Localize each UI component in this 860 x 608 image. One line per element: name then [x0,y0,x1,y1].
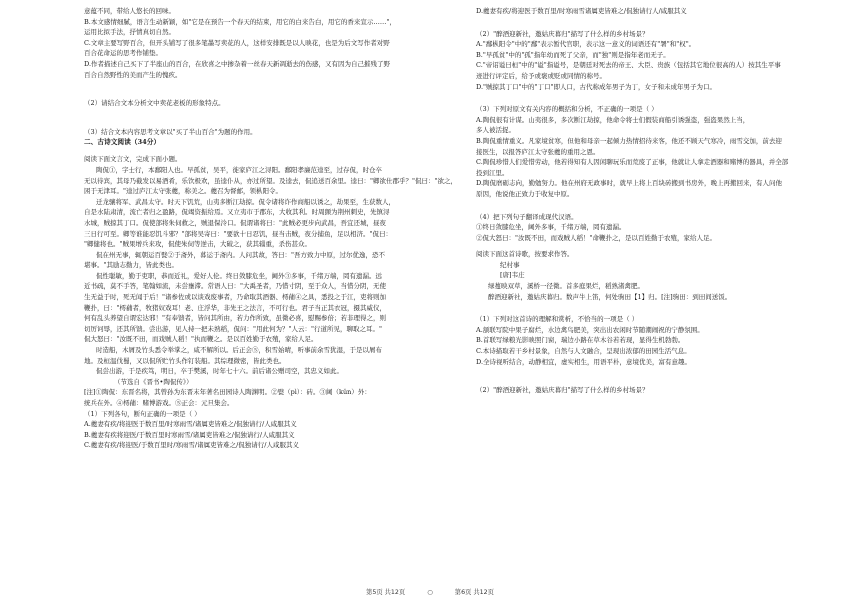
passage-line: 切厉诃辱，还其所馈。尝出游，见人持一把未熟稻，侃问："用此何为？"人云："行道所见，聊取之耳。" [84,324,382,333]
passage-line: 侃性聪敏，勤于吏职，恭而近礼，爱好人伦。终日敛膝危坐，阃外③多事，千绪万端，罔有遗漏。远 [96,271,382,280]
question-2-right: （2）"醉酒迎新社，邀姑庆暮归"描写了什么样的乡村场景？ [476,29,649,38]
passage-line: 地。及桓温伐蜀，又以侃所贮竹头作钉装船。其综理微密，皆此类也。 [84,356,286,365]
poem-body [476,281,816,302]
option-line: A.陶侃很有计谋。山夷很多，多次断江劫掠，他命令将士们假装商船引诱强盗，强盗果然上当， [476,115,750,124]
passage-source: （节选自《晋书•陶侃传》） [114,377,193,386]
option-line: C.陶侃珍惜人们爱惜劳动，他若得知有人因闲聊玩乐而荒废了正事，他就让人拿走酒器和赌博的器具，并全部 [476,158,789,167]
option-line: C.本诗描取若干乡村景象，自然与人文融合，呈现出浓郁的田园生活气息。 [476,347,691,356]
question-1: （1）下列各句，断句正确的一项是（ ） [84,409,201,418]
option-line: 原因，他说他正致力于收复中原。 [476,189,574,198]
question-2-options [476,39,816,92]
poem-question-2: （2）"醉酒迎新社，邀姑庆暮归"描写了什么样的乡村场景？ [476,386,649,395]
question-4-items [476,222,816,243]
text-line: 百合自然野性的美而产生的愧疚。 [84,70,182,79]
passage-line: 时造船，木屑及竹头悉令举掌之，咸不解所以。后正会⑤，积雪始晴，听事前余雪犹湿，于是以屑布 [96,346,382,355]
text-line: 运用比拟手法，抒情真切自然。 [84,28,175,37]
poem-intro: 阅读下面这首诗歌，按要求作答。 [476,250,574,259]
passage-line: 无以待宾，其母乃截发以易酒肴，乐饮极欢，虽逵仆从，亦过所望。及逵去，侃追送百余里。逵曰："卿欲仕郡乎？"侃曰："欲之， [84,176,457,185]
passage-line: 自是水陆肃清，流亡者归之盈路，侃竭资振给焉。又立夷市于郡东，大收其利。时周顗为荆州刺史，先镇浔 [84,208,390,217]
page-footer [0,587,860,596]
passage-line: 水城，贼掠其丁口。侃使部将朱伺救之，贼退保泠口。侃谓诸将曰："此贼必更步向武昌，吾宜还城，昼夜 [84,218,386,227]
passage-notes [84,387,404,408]
option-line: D.全诗视听结合，动静相宜，虚实相生，用语平朴，意境优美，富有意趣。 [476,357,692,366]
option-line: B.陶侃重情重义。凡家境贫寒，但他和母亲一起倾力热情招待来客，他还不顾天气寒冷，雨雪交加，前去迎 [476,136,782,145]
note-line: [注]①陶侃：东晋名将，其曾孙为东晋末年著名田园诗人陶渊明。②甓（pì）：砖。③阃（kǔn）外： [84,388,371,397]
page-separator: ○ [427,589,433,596]
option-line: D."贼掠其丁口"中的"丁口"即人口，古代称成年男子为丁，女子和未成年男子为口。 [476,82,717,91]
poem-line: 醉酒迎新社，邀姑庆暮归。数声牛上笛，何处驹田【1】归。[注]驹田：到田间送饭。 [488,292,732,301]
passage-line: 近书疏，莫不手答，笔翰如流，未尝壅滞。常语人曰："大禹圣者，乃惜寸阴，至于众人，当惜分阴，无使 [84,282,386,291]
poem-author: [唐]韦庄 [500,271,525,280]
passage-line: 何有乱头养望自谓宏达邪！"有奉馈者，皆问其所由，若力作所致，虽微必喜，慰赐参倍；若非理得之，则 [84,314,386,323]
option-line: A.夔妻有疾/将迎医于数百里/时寒雨雪/诸属吏皆难之/侃独请行/人咸服其义 [84,420,297,429]
option-line: 投到江里。 [476,168,509,177]
passage-line: 鞭扑，曰："樗蒱者，牧猪奴戏耳！老、庄浮华，非先王之法言，不可行也。君子当正其衣冠，摄其威仪， [84,303,386,312]
option-line: 多人被活捉。 [476,126,515,135]
option-line: A.颔联写院中果子腐烂，水边禽鸟肥美，突出出农闲时节随潮闹祝的宁静氛围。 [476,325,704,334]
note-line: 统兵在外。④樗蒱：赌博游戏。⑤正会：元旦集会。 [84,399,234,407]
question-1-options [84,419,404,451]
question-3-right: （3）下列对原文有关内容的概括和分析，不正确的一项是（ ） [476,105,658,114]
left-page-number: 第5页 共12页 [366,589,406,596]
option-line: A."鄱枞阳令"中的"鄱"表示暂代官职，表示这一意义的词语还有"署"和"权"。 [476,40,696,49]
passage-line: 陶侃①，字士行，本鄱阳人也。早孤贫，吴平，徙家庐江之浔阳。鄱阳孝廉范逵至，过存侃，时仓卒 [96,165,382,174]
translation-item: ①终日敛膝危坐，阃外多事，千绪万端，罔有遗漏。 [476,223,626,232]
passage-line: 侃大怒曰："汝既不田，而戏贼人稻！"执而鞭之。是以百姓勤于农殖，家给人足。 [84,335,318,344]
passage-line: 三日行可至。卿等谁能忍饥斗邪？"部将吴寄曰："要欲十日忍饥，昼当击贼，夜分捕鱼，足以相济。"侃曰： [84,229,392,238]
text-line: 百合花命运的思考作铺垫。 [84,49,162,58]
answer-options-block [84,6,404,80]
option-d: D.夔妻有疾/将迎医于数百里/时寒雨雪诸属吏皆难之/侃独请行人/咸服其义 [476,7,687,15]
option-line: D.陶侃磨砺志向，勤勉努力。他在州府无政事时，就早上将上百块砖搬到书房外，晚上再搬回来，有人问他 [476,179,783,188]
passage-line: 生无益于时，死无闻于后！"诸参佐或以谈戏废事者，乃命取其酒器、樗蒱④之具，悉投之于江，吏将则加 [84,293,386,302]
poem-question-1: （1）下列对这首诗的理解和赏析，不恰当的一项是（ ） [476,315,639,324]
passage-line: 堪事。"其励志勤力，皆此类也。 [84,261,178,270]
right-page-number: 第6页 共12页 [454,589,494,596]
text-line: C.文章主要写野百合，但开头铺写了很多笔墨写卖花的人，这样安排既是以人映花，也是为后文写作者对野 [84,38,390,47]
text-line: 意蕴不同，带给人悠长的回味。 [84,7,175,15]
option-line: B."早孤贫"中的"孤"指年幼而死了父亲，而"独"则是指年老而无子。 [476,50,670,59]
option-line: 接医生，以报答庐江太守张夔的重用之恩。 [476,147,600,156]
passage-intro: 阅读下面文言文，完成下面小题。 [84,155,182,164]
passage-line: "卿健将也。"贼果增兵来攻，侃使朱伺等逆击，大破之，获其辎重，杀伤甚众。 [84,240,311,249]
text-line: D.作者描述自己买下了半座山的百合，在欣喜之中掺杂着一丝春天新凋逝去的伤感，又有因为自己摧残了野 [84,59,391,68]
passage-line: 迁龙骧将军、武昌太守。时天下饥荒，山夷多断江劫掠。侃令诸将诈作商船以诱之，劫果至，生获数人， [96,197,395,206]
question-2: （2）请结合文本分析文中卖花老板的形象特点。 [84,99,225,108]
question-3-options [476,115,816,200]
passage-line: 侃在州无事，辄朝运百甓②于斋外，暮运于斋内。人问其故，答曰："吾方致力中原，过尔优逸，恐不 [96,250,385,259]
poem-title: 纪村事 [500,260,520,269]
poem-line: 绿蔓映双草，溪桥一径微。首多庭果烂，稻熟渚禽肥。 [488,282,644,291]
option-line: B.首联写绿粮光影映照门窗，瑞边小路在草木谷若若现，显得生机勃勃。 [476,336,685,345]
question-3: （3）结合文本内容思考文章以"买了半山百合"为题的作用。 [84,127,257,136]
text-line: B.本文感情细腻，语言生动新颖，如"它是在预告一个春天的结束，用它的白来告白，用它的香来宣示……"， [84,17,396,26]
passage-line: 困于无津耳。"逵过庐江太守张夔，称美之。夔召为督邮，领枞阳令。 [84,187,282,196]
classical-passage [84,165,457,377]
translation-item: ②侃大怒曰："汝既不田，而戏贼人稻！"命鞭扑之，是以百姓勤于农殖，家给人足。 [476,233,716,242]
poem-question-1-options [476,325,816,367]
passage-line: 侃尝出游，于是疾笃，明日，卒于樊溪，时年七十六。前后诸公赠司空，其忠义如此。 [96,367,343,376]
option-line: C."帝诏谥曰桓"中的"谥"指谥号，是朝廷对死去的帝王、大臣、贵族（包括其它地位很高的人）按其生平事 [476,61,781,70]
option-line: 迹进行评定后，给予或褒或贬或同情的称号。 [476,71,606,80]
question-4: （4）把下列句子翻译成现代汉语。 [476,212,578,221]
option-line: B.夔妻有疾将迎医/于数百里时寒雨雪/诸属吏皆难之/侃独请行/人咸服其义 [84,430,295,439]
right-page [430,0,860,608]
option-line: C.夔妻有疾/将迎医/于数百里时/寒雨雪/诸属吏皆难之/侃独请行/人咸服其义 [84,441,299,450]
section-title: 二、古诗文阅读（34分） [84,138,161,147]
